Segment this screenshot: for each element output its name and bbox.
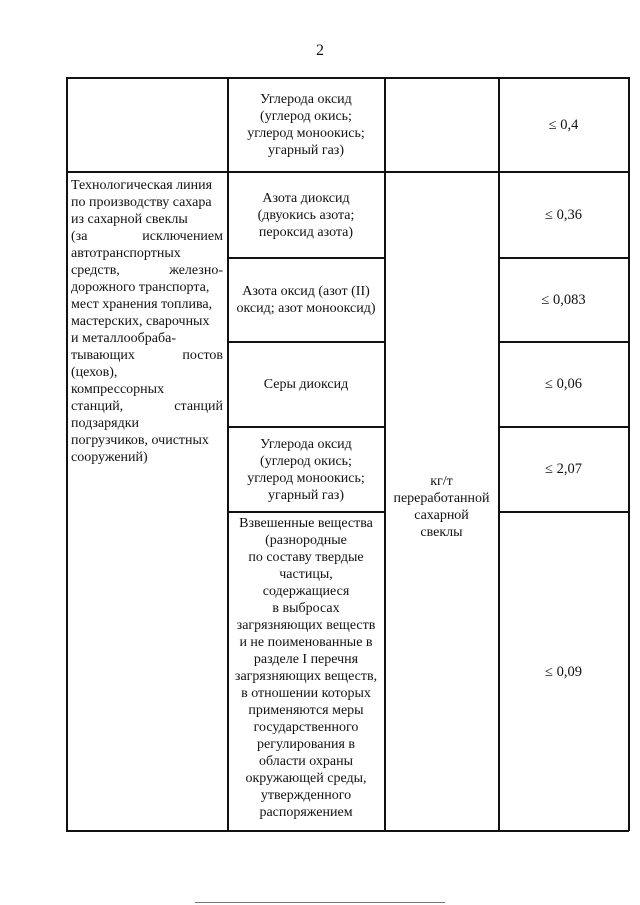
source-line: компрессорных: [71, 382, 165, 397]
emissions-table: [66, 77, 629, 831]
substance-name: Взвешенные вещества (разнородные по составу твердые частицы, содержащиеся в выбросах загрязняющих веществ и не поименованные в разделе I перечня загрязняющих веществ, в отношении которых применяются меры государственного регулирования в области охраны окружающей среды, утвержденного распоряжением: [234, 516, 378, 820]
source-line: сооружений): [71, 450, 148, 465]
limit-value-text: ≤ 0,083: [541, 291, 586, 308]
unit-cell: [385, 457, 498, 557]
substance-name: Азота диоксид (двуокись азота; пероксид азота): [257, 190, 355, 240]
source-line: (цехов),: [71, 365, 118, 380]
limit-value-text: ≤ 0,09: [545, 663, 582, 680]
source-line: по производству сахара: [71, 195, 212, 210]
source-line: средств, железно-: [71, 263, 223, 278]
source-line: тывающих постов: [71, 348, 223, 363]
source-line: мест хранения топлива,: [71, 297, 213, 312]
unit-text: кг/т переработанной сахарной свеклы: [393, 474, 490, 540]
limit-value-text: ≤ 0,4: [548, 116, 579, 133]
source-line: автотранспортных: [71, 246, 181, 261]
page-number: 2: [316, 42, 324, 59]
source-line: погрузчиков, очистных: [71, 433, 209, 448]
limit-value: [499, 79, 628, 171]
table-border-right: [628, 77, 630, 831]
source-line: станций, станций: [71, 399, 223, 414]
table-row: [228, 259, 384, 341]
table-row: [228, 79, 384, 171]
limit-value: [499, 513, 628, 831]
source-line: из сахарной свеклы: [71, 212, 188, 227]
substance-name: Углерода оксид (углерод окись; углерод моноокись; угарный газ): [247, 436, 365, 503]
limit-value-text: ≤ 2,07: [545, 461, 582, 477]
column-divider-2: [384, 77, 386, 831]
source-line: (за исключением: [71, 229, 223, 244]
table-border-left: [66, 77, 68, 831]
emission-source: [71, 177, 223, 466]
substance-name: Серы диоксид: [263, 377, 349, 392]
source-line: Технологическая линия: [71, 178, 213, 193]
limit-value-text: ≤ 0,36: [545, 206, 582, 223]
limit-value-text: ≤ 0,06: [545, 376, 582, 392]
table-row: [228, 173, 384, 257]
source-line: и металлообраба-: [71, 331, 176, 346]
substance-name: Азота оксид (азот (II) оксид; азот монооксид): [236, 284, 376, 316]
source-line: дорожного транспорта,: [71, 280, 210, 295]
table-row: [228, 343, 384, 426]
substance-name: Углерода оксид (углерод окись; углерод моноокись; угарный газ): [247, 92, 365, 158]
table-row: [228, 428, 384, 511]
source-line: мастерских, сварочных: [71, 314, 210, 329]
table-row: [228, 513, 384, 831]
page-edge-rule: [195, 902, 445, 903]
limit-value: [499, 173, 628, 257]
limit-value: [499, 259, 628, 341]
limit-value: [499, 428, 628, 511]
source-line: подзарядки: [71, 416, 139, 431]
limit-value: [499, 343, 628, 426]
